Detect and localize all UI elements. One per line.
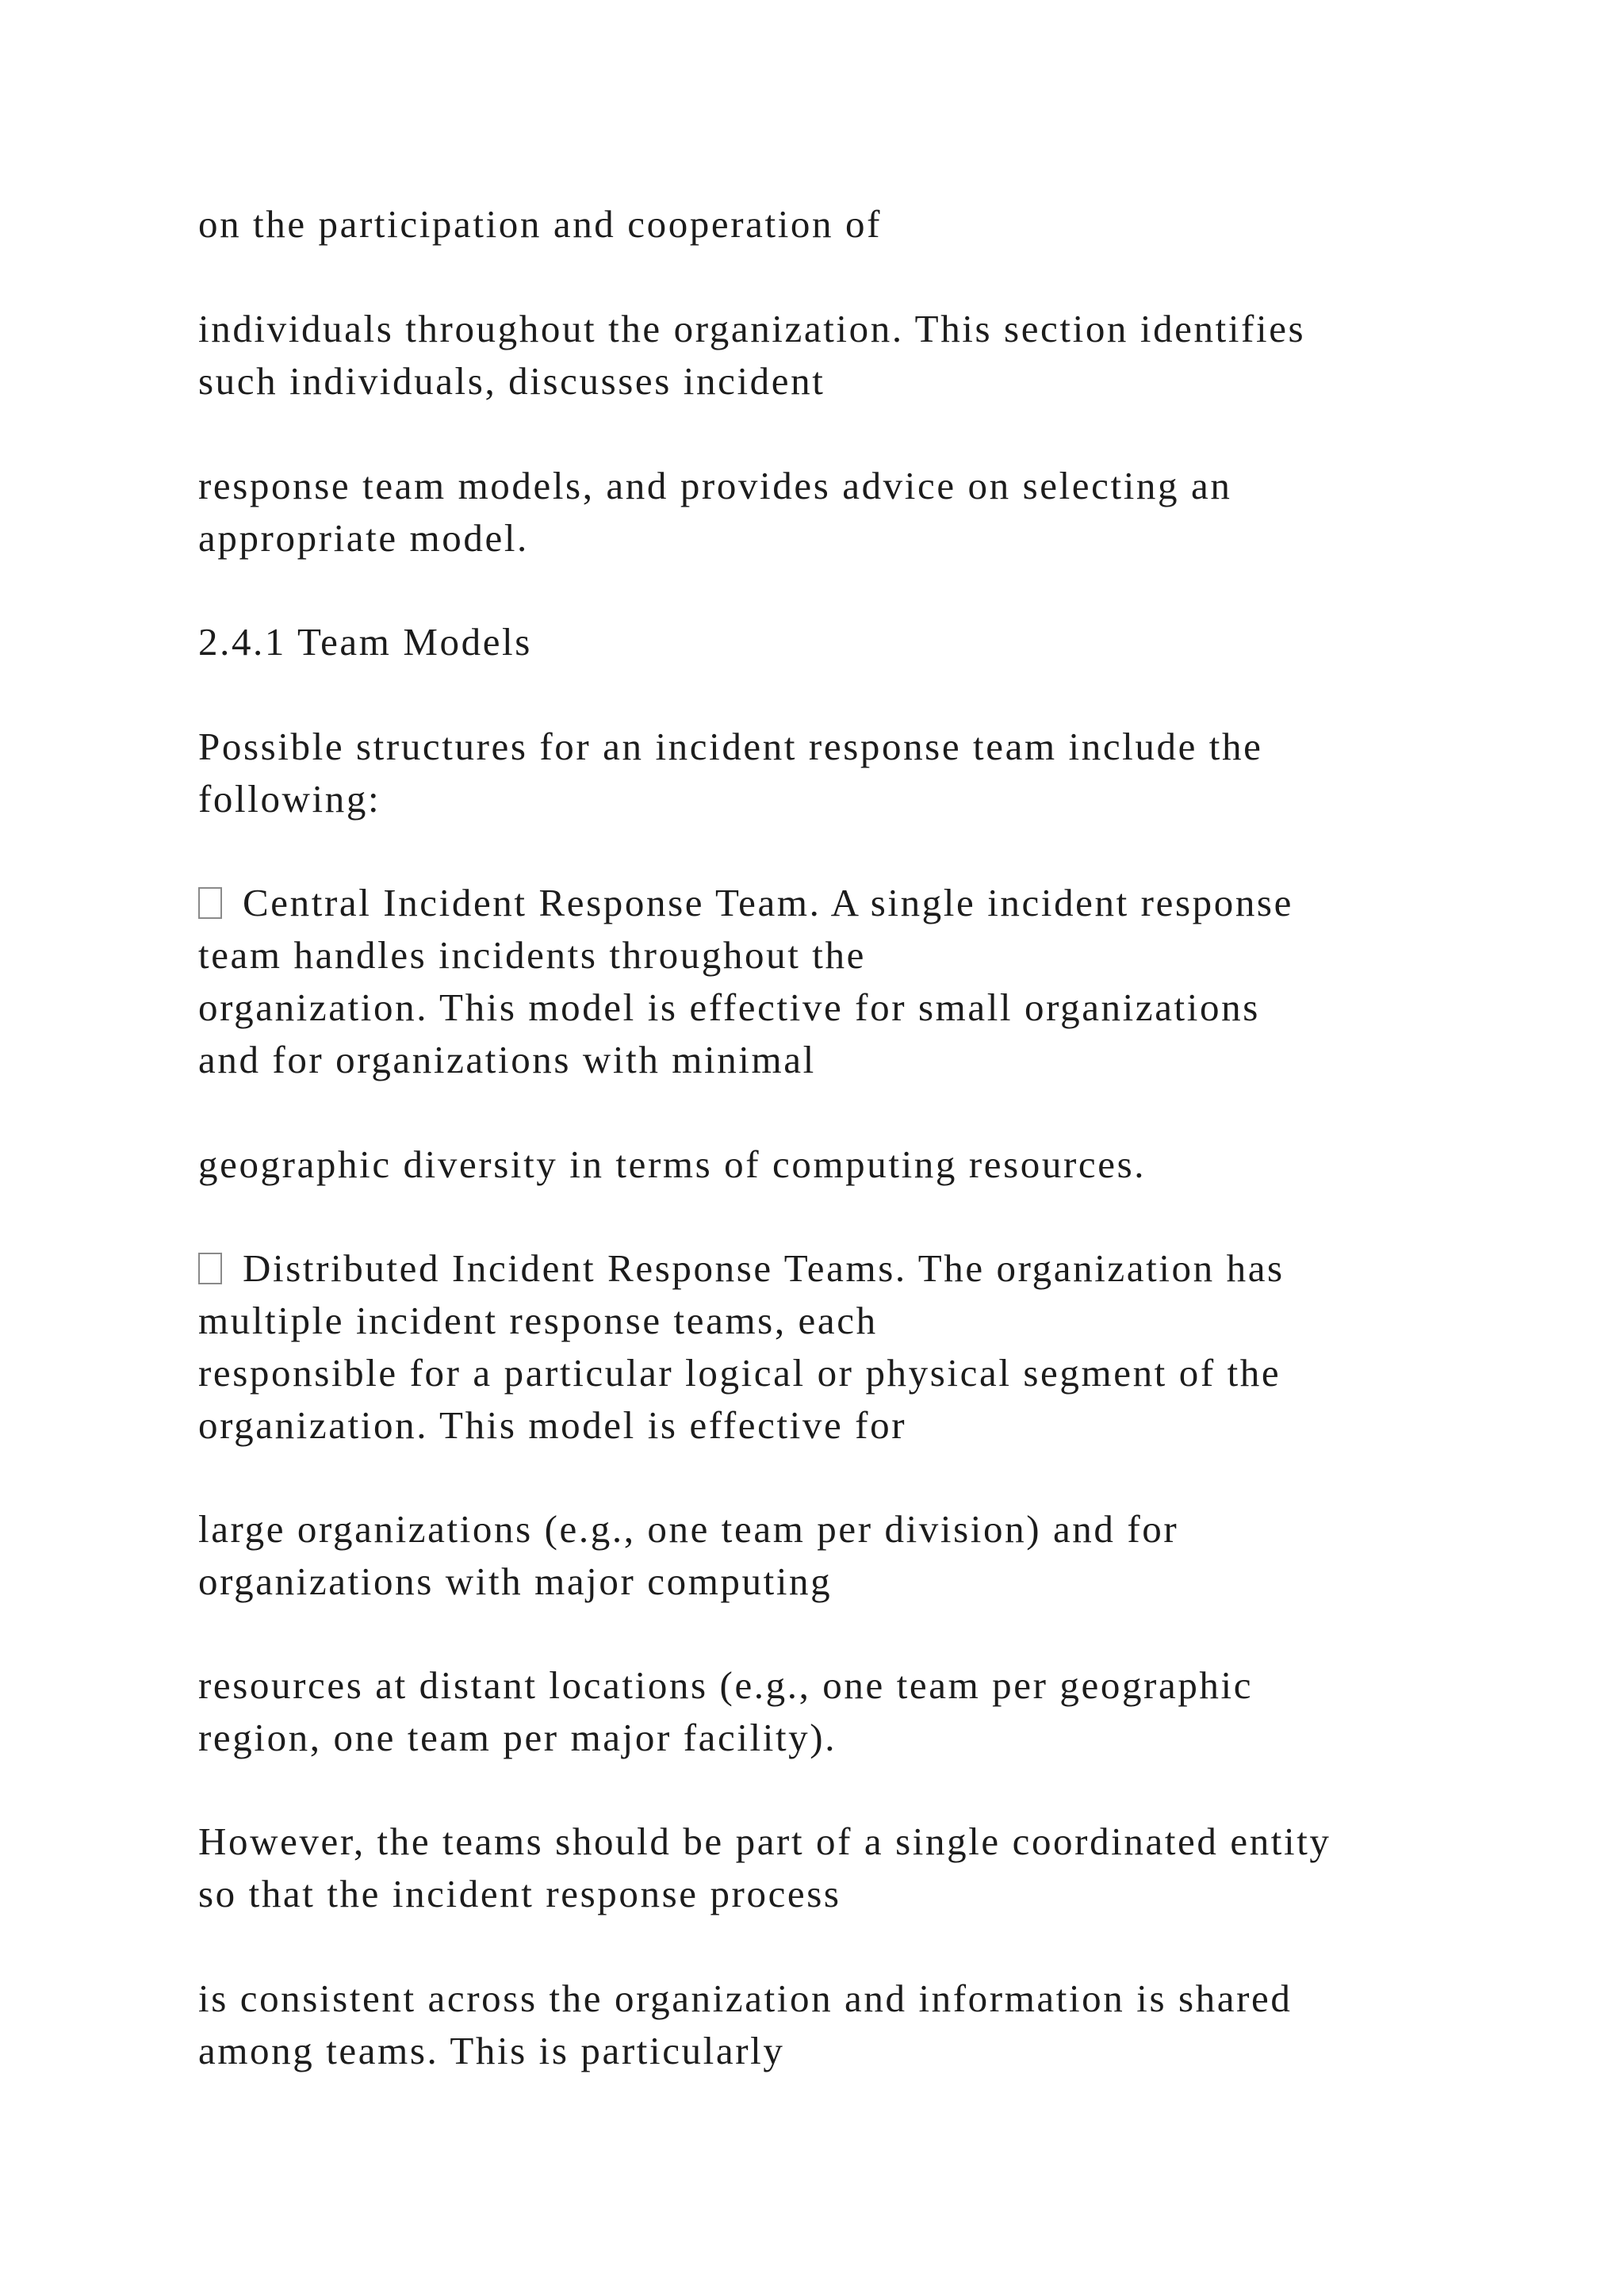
text-line: resources at distant locations (e.g., one team per geographic xyxy=(198,1663,1254,1707)
text-line: Central Incident Response Team. A single incident response xyxy=(243,881,1293,924)
text-line: large organizations (e.g., one team per division) and for xyxy=(198,1507,1179,1551)
text-line: among teams. This is particularly xyxy=(198,2029,785,2072)
text-line: such individuals, discusses incident xyxy=(198,359,825,403)
text-line: organization. This model is effective for small organizations xyxy=(198,985,1260,1029)
missing-glyph-box-icon xyxy=(198,887,222,919)
text-line: Possible structures for an incident response team include the xyxy=(198,725,1263,768)
text-line: region, one team per major facility). xyxy=(198,1716,837,1759)
text-line: geographic diversity in terms of computing resources. xyxy=(198,1142,1147,1186)
text-line: response team models, and provides advice on selecting an xyxy=(198,464,1232,507)
text-line: following: xyxy=(198,777,381,821)
list-item-first-line xyxy=(198,877,1293,929)
section-heading: 2.4.1 Team Models xyxy=(198,620,532,664)
list-item-first-line xyxy=(198,1242,1285,1295)
text-line: is consistent across the organization and information is shared xyxy=(198,1976,1293,2020)
text-line: so that the incident response process xyxy=(198,1872,841,1915)
text-line: appropriate model. xyxy=(198,516,529,560)
text-line: responsible for a particular logical or physical segment of the xyxy=(198,1351,1281,1395)
text-line: and for organizations with minimal xyxy=(198,1038,816,1081)
text-line: organization. This model is effective for xyxy=(198,1403,907,1447)
text-line: multiple incident response teams, each xyxy=(198,1299,878,1342)
text-line: organizations with major computing xyxy=(198,1559,833,1603)
text-line: on the participation and cooperation of xyxy=(198,202,883,246)
text-line: team handles incidents throughout the xyxy=(198,933,866,977)
text-line: Distributed Incident Response Teams. The organization has xyxy=(243,1246,1285,1290)
text-line: However, the teams should be part of a single coordinated entity xyxy=(198,1820,1331,1863)
text-line: individuals throughout the organization. This section identifies xyxy=(198,307,1306,350)
missing-glyph-box-icon xyxy=(198,1253,222,1284)
